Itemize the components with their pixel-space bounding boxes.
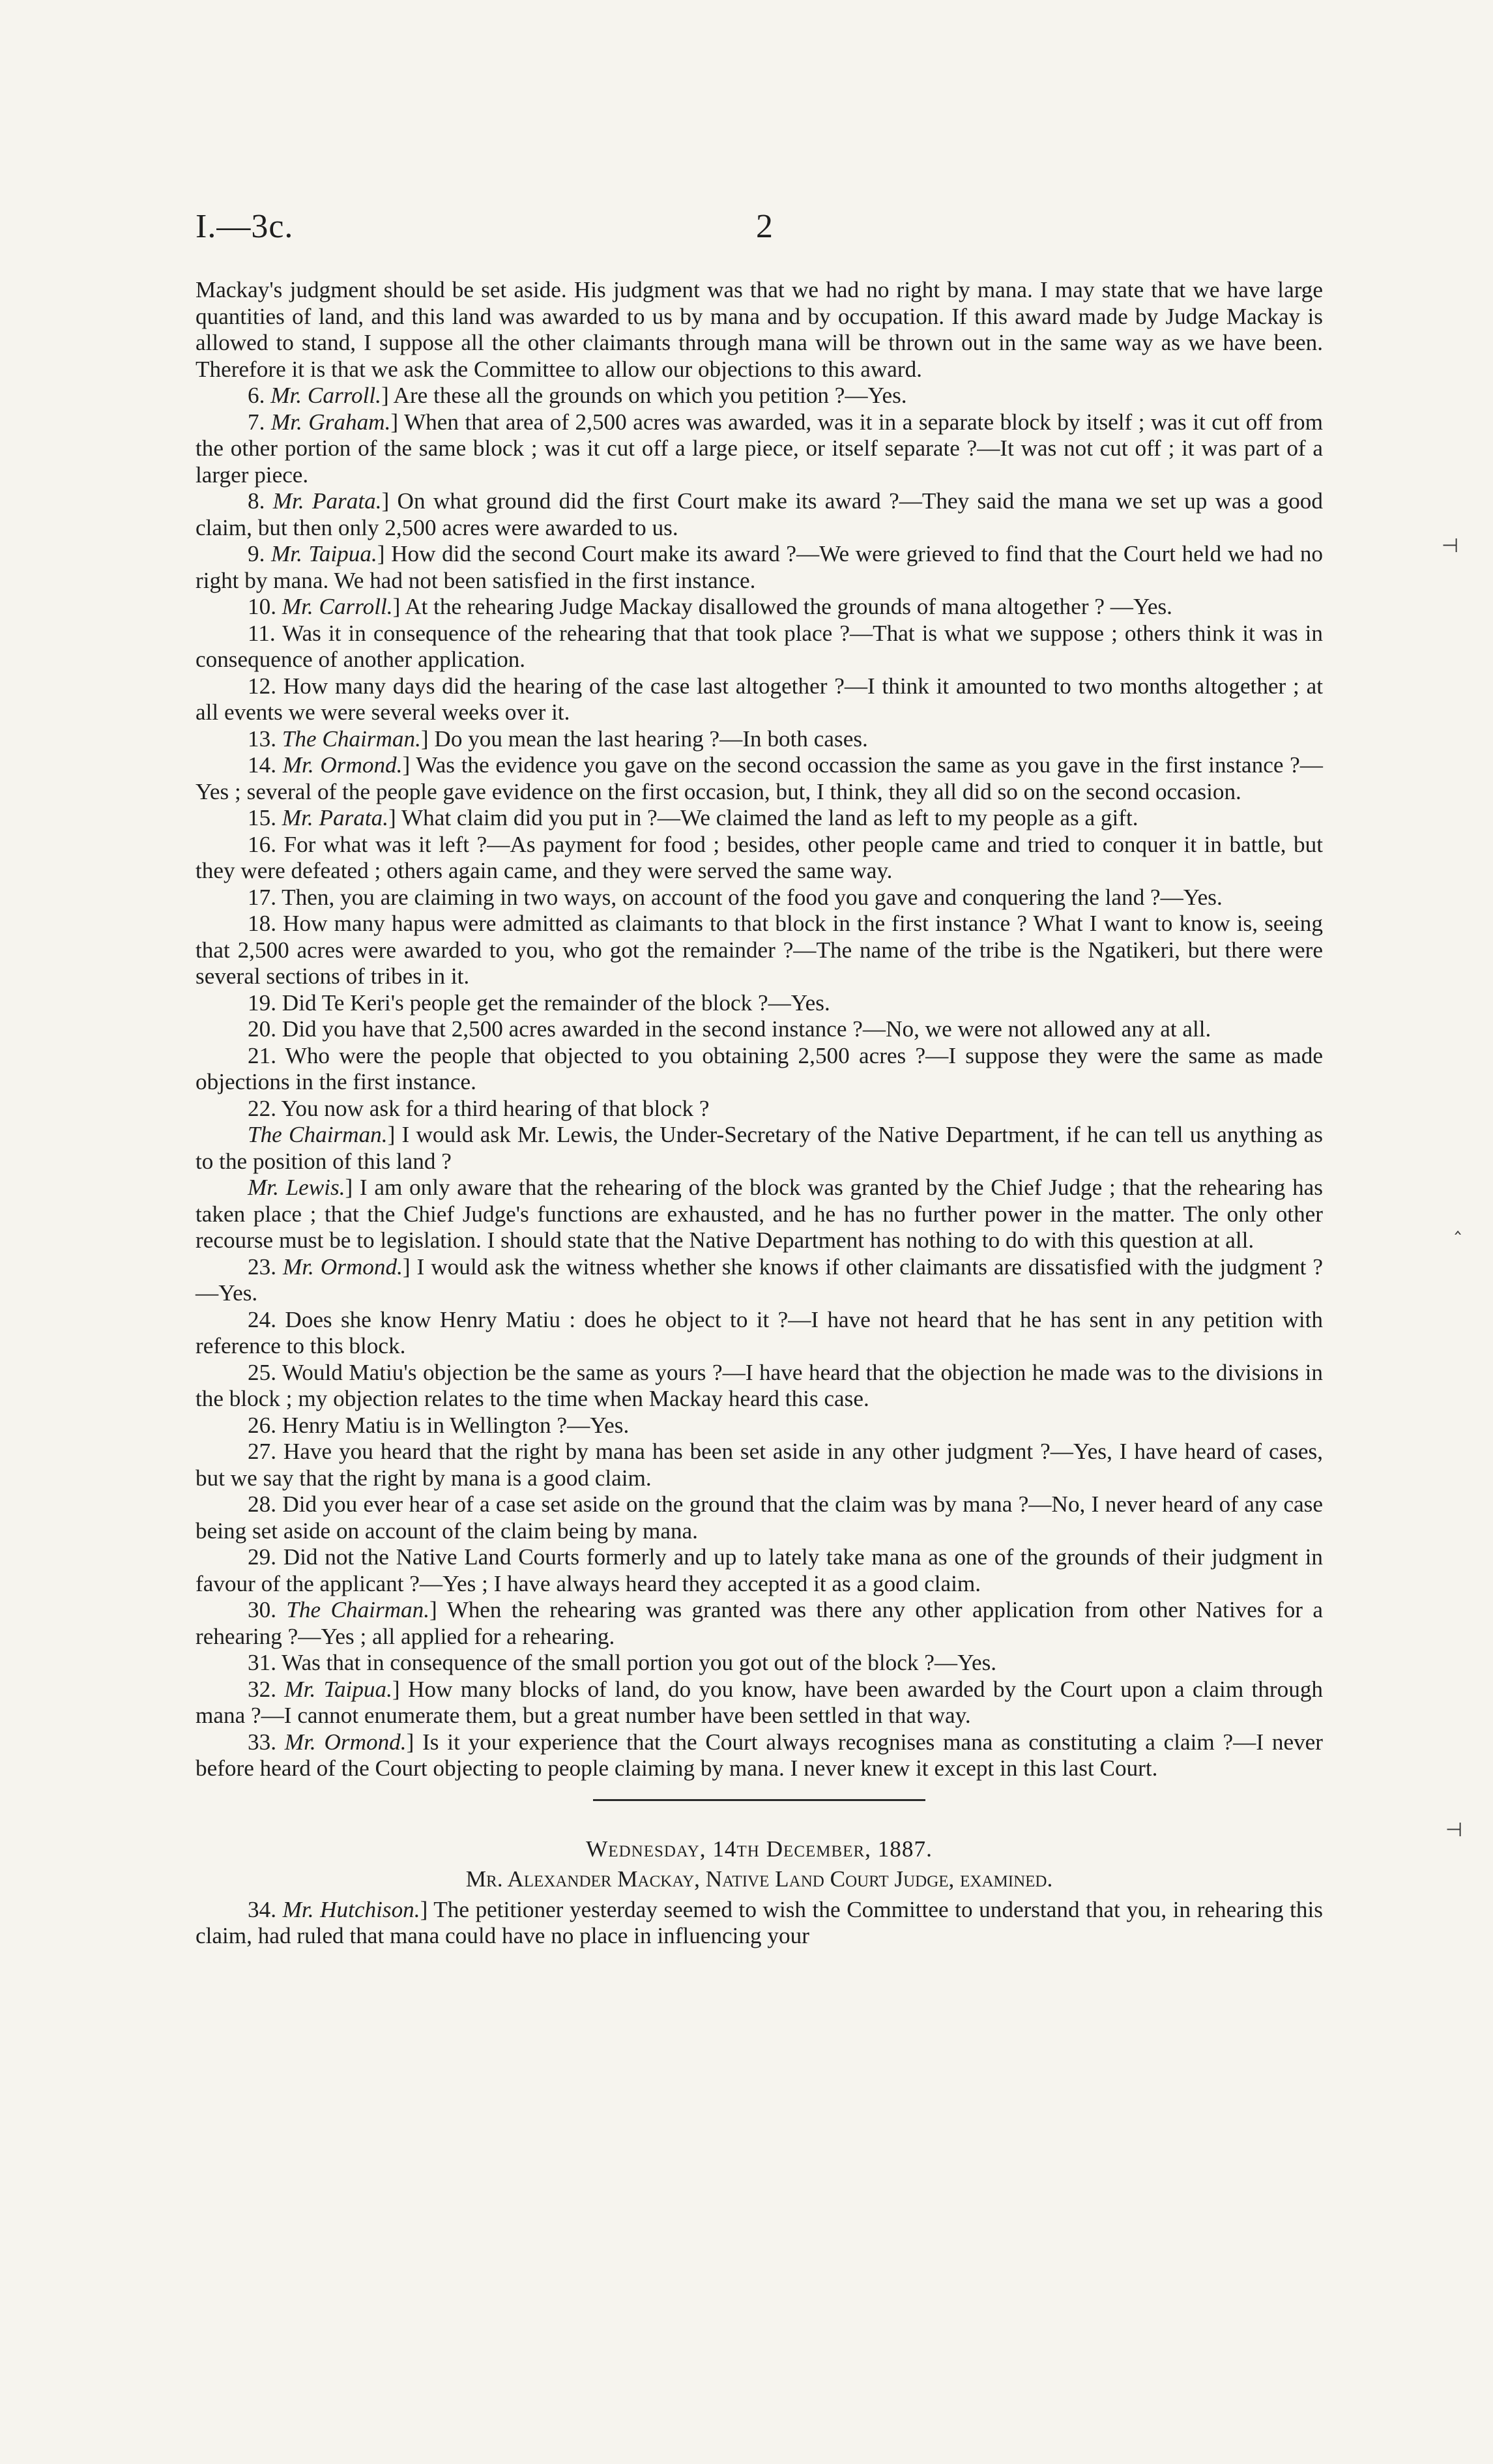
- paragraph-text: Did Te Keri's people get the remainder of the block ?—Yes.: [282, 990, 830, 1016]
- evidence-paragraph: [196, 409, 1323, 489]
- paragraph-text: ] What claim did you put in ?—We claimed the land as left to my people as a gift.: [388, 805, 1138, 830]
- paragraph-number: 17.: [248, 884, 282, 910]
- speaker-name: Mr. Taipua.: [284, 1676, 392, 1702]
- paragraph-number: 22.: [248, 1095, 282, 1121]
- evidence-paragraph: [196, 885, 1323, 911]
- paragraph-number: 20.: [248, 1016, 282, 1042]
- paragraph-text: Did not the Native Land Courts formerly and up to lately take mana as one of the grounds of their judgment in favour of the applicant ?—Yes ; I have always heard they accepted it as a good claim.: [196, 1544, 1323, 1596]
- paragraph-text: ] Are these all the grounds on which you petition ?—Yes.: [381, 383, 907, 408]
- paragraph-text: ] On what ground did the first Court make its award ?—They said the mana we set up was a good claim, but then only 2,500 acres were awarded to us.: [196, 488, 1323, 540]
- evidence-paragraph: [196, 488, 1323, 541]
- evidence-paragraph: [196, 1491, 1323, 1544]
- evidence-paragraph: [196, 1597, 1323, 1650]
- paragraph-text: ] I am only aware that the rehearing of the block was granted by the Chief Judge ; that the rehearing has taken place ; that the Chief Judge's functions are exhausted, and he has no further power in the matter. The only other recourse must be to legislation. I should state that the Native Department has nothing to do with this question at all.: [196, 1175, 1323, 1253]
- paragraph-number: 9.: [248, 541, 271, 566]
- paragraph-number: 25.: [248, 1359, 282, 1385]
- paragraph-text: Would Matiu's objection be the same as yours ?—I have heard that the objection he made was to the divisions in the block ; my objection relates to the time when Mackay heard this case.: [196, 1359, 1323, 1411]
- speaker-name: Mr. Lewis.: [248, 1175, 345, 1200]
- evidence-paragraph: [196, 1307, 1323, 1360]
- paragraph-text: How many hapus were admitted as claimants to that block in the first instance ? What I want to know is, seeing that 2,500 acres were awarded to you, who got the remainder ?—The name of the tribe is the Ngatikeri, but there were several sections of tribes in it.: [196, 911, 1323, 989]
- evidence-paragraph: [196, 805, 1323, 832]
- evidence-paragraph: [196, 1729, 1323, 1782]
- evidence-paragraph: [196, 1254, 1323, 1307]
- paragraph-number: 33.: [248, 1729, 285, 1755]
- speaker-name: The Chairman.: [282, 726, 421, 752]
- paragraph-number: 13.: [248, 726, 282, 752]
- paragraph-text: ] The petitioner yesterday seemed to wish the Committee to understand that you, in rehearing this claim, had ruled that mana could have no place in influencing your: [196, 1896, 1323, 1948]
- evidence-paragraph: [196, 832, 1323, 885]
- paragraph-number: 23.: [248, 1254, 283, 1280]
- session-date: Wednesday, 14th December, 1887.: [586, 1836, 933, 1862]
- evidence-paragraph: [196, 990, 1323, 1017]
- evidence-paragraph: [196, 1043, 1323, 1096]
- paragraph-text: ] Is it your experience that the Court always recognises mana as constituting a claim ?—I never before heard of the Court objecting to people claiming by mana. I never knew it except in this last Court.: [196, 1729, 1324, 1781]
- evidence-paragraph: [196, 911, 1323, 990]
- paragraph-text: Have you heard that the right by mana has been set aside in any other judgment ?—Yes, I have heard of cases, but we say that the right by mana is a good claim.: [196, 1439, 1323, 1491]
- page-number: 2: [756, 208, 773, 245]
- evidence-paragraph: [196, 726, 1323, 753]
- speaker-name: Mr. Ormond.: [284, 1729, 407, 1755]
- evidence-paragraphs: [196, 277, 1323, 1782]
- paragraph-text: ] I would ask the witness whether she knows if other claimants are dissatisfied with the judgment ?—Yes.: [196, 1254, 1323, 1306]
- speaker-name: The Chairman.: [286, 1597, 430, 1622]
- margin-scan-mark: ‸: [1455, 1212, 1462, 1235]
- evidence-paragraph: [196, 673, 1323, 726]
- speaker-name: Mr. Carroll.: [282, 594, 393, 619]
- paragraph-number: 32.: [248, 1676, 285, 1702]
- evidence-paragraph: [196, 1439, 1323, 1491]
- paragraph-text: Did you have that 2,500 acres awarded in the second instance ?—No, we were not allowed any at all.: [282, 1016, 1211, 1042]
- margin-scan-mark: ⊣: [1445, 1819, 1463, 1841]
- paragraph-text: ] How many blocks of land, do you know, have been awarded by the Court upon a claim through mana ?—I cannot enumerate them, but a great number have been settled in that way.: [196, 1676, 1324, 1728]
- speaker-name: Mr. Ormond.: [282, 752, 403, 778]
- paragraph-number: 18.: [248, 911, 283, 936]
- document-reference: I.—3c.: [196, 208, 294, 245]
- paragraph-text: ] How did the second Court make its award ?—We were grieved to find that the Court held we had no right by mana. We had not been satisfied in the first instance.: [196, 541, 1324, 593]
- paragraph-number: 11.: [248, 620, 283, 646]
- paragraph-text: ] When the rehearing was granted was there any other application from other Natives for a rehearing ?—Yes ; all applied for a rehearing.: [196, 1597, 1324, 1649]
- margin-scan-mark: ⊣: [1442, 535, 1459, 557]
- evidence-paragraph: [196, 621, 1323, 673]
- evidence-paragraph: [196, 1413, 1323, 1439]
- evidence-paragraph: [196, 1122, 1323, 1175]
- paragraph-text: Was it in consequence of the rehearing that that took place ?—That is what we suppose ; others think it was in consequence of another application.: [196, 620, 1324, 672]
- paragraph-number: 19.: [248, 990, 282, 1016]
- paragraph-number: 24.: [248, 1306, 285, 1332]
- witness-heading: Mr. Alexander Mackay, Native Land Court Judge, examined.: [465, 1866, 1053, 1892]
- speaker-name: Mr. Ormond.: [282, 1254, 403, 1280]
- speaker-name: Mr. Taipua.: [270, 541, 377, 566]
- evidence-paragraph: [196, 594, 1323, 621]
- paragraph-number: 14.: [248, 752, 283, 778]
- evidence-paragraph: [196, 277, 1323, 383]
- paragraph-number: 29.: [248, 1544, 283, 1570]
- speaker-name: Mr. Carroll.: [270, 383, 381, 408]
- paragraph-text: ] At the rehearing Judge Mackay disallowed the grounds of mana altogether ? —Yes.: [392, 594, 1172, 619]
- evidence-paragraph: [196, 1650, 1323, 1677]
- document-body: [196, 277, 1323, 1950]
- evidence-paragraph: [196, 1544, 1323, 1597]
- paragraph-number: 27.: [248, 1439, 283, 1464]
- paragraph-text: Did you ever hear of a case set aside on the ground that the claim was by mana ?—No, I never heard of any case being set aside on account of the claim being by mana.: [196, 1491, 1323, 1544]
- paragraph-number: 21.: [248, 1042, 285, 1068]
- paragraph-number: 15.: [248, 805, 282, 830]
- paragraph-number: 12.: [248, 673, 283, 699]
- paragraph-text: ] Was the evidence you gave on the second occassion the same as you gave in the first instance ?—Yes ; several of the people gave evidence on the first occasion, but, I think, they all did so on the second occasion.: [196, 752, 1323, 804]
- paragraph-number: 8.: [248, 488, 273, 514]
- paragraph-text: Who were the people that objected to you obtaining 2,500 acres ?—I suppose they were the same as made objections in the first instance.: [196, 1042, 1323, 1094]
- paragraph-text: ] When that area of 2,500 acres was awarded, was it in a separate block by itself ; was it cut off from the other portion of the same block ; was it cut off a large piece, or itself separate ?—It was not cut off ; it was part of a larger piece.: [196, 409, 1324, 488]
- paragraph-text: Henry Matiu is in Wellington ?—Yes.: [282, 1412, 630, 1438]
- closing-paragraph: [196, 1897, 1323, 1950]
- paragraph-number: 31.: [248, 1650, 282, 1675]
- paragraph-number: 7.: [248, 409, 271, 435]
- paragraph-text: ] Do you mean the last hearing ?—In both cases.: [420, 726, 868, 752]
- speaker-name: Mr. Graham.: [270, 409, 391, 435]
- speaker-name: Mr. Hutchison.: [282, 1896, 420, 1922]
- evidence-paragraph: [196, 383, 1323, 409]
- paragraph-text: Does she know Henry Matiu : does he object to it ?—I have not heard that he has sent in any petition with reference to this block.: [196, 1306, 1324, 1358]
- speaker-name: Mr. Parata.: [272, 488, 382, 514]
- paragraph-number: 16.: [248, 831, 284, 857]
- evidence-paragraph: [196, 1677, 1323, 1729]
- section-divider: [593, 1799, 925, 1801]
- paragraph-text: Was that in consequence of the small portion you got out of the block ?—Yes.: [282, 1650, 997, 1675]
- paragraph-text: Mackay's judgment should be set aside. His judgment was that we had no right by mana. I may state that we have large quantities of land, and this land was awarded to us by mana and by occupation. If this award made by Judge Mackay is allowed to stand, I suppose all the other claimants through mana will be thrown out in the same way as we have been. Therefore it is that we ask the Committee to allow our objections to this award.: [196, 277, 1323, 382]
- paragraph-text: ] I would ask Mr. Lewis, the Under-Secretary of the Native Department, if he can tell us anything as to the position of this land ?: [196, 1122, 1323, 1174]
- page-header: [196, 207, 1323, 259]
- paragraph-number: 26.: [248, 1412, 282, 1438]
- paragraph-text: For what was it left ?—As payment for food ; besides, other people came and tried to conquer it in battle, but they were defeated ; others again came, and they were served the same way.: [196, 831, 1323, 883]
- paragraph-text: Then, you are claiming in two ways, on account of the food you gave and conquering the land ?—Yes.: [282, 884, 1223, 910]
- evidence-paragraph: [196, 541, 1323, 594]
- evidence-paragraph: [196, 1096, 1323, 1122]
- paragraph-number: 10.: [248, 594, 282, 619]
- paragraph-number: 28.: [248, 1491, 283, 1517]
- evidence-paragraph: [196, 752, 1323, 805]
- evidence-paragraph: [196, 1175, 1323, 1254]
- paragraph-text: How many days did the hearing of the case last altogether ?—I think it amounted to two months altogether ; at all events we were several weeks over it.: [196, 673, 1323, 725]
- speaker-name: Mr. Parata.: [282, 805, 389, 830]
- paragraph-text: You now ask for a third hearing of that block ?: [281, 1095, 710, 1121]
- evidence-paragraph: [196, 1360, 1323, 1413]
- paragraph-number: 34.: [248, 1896, 283, 1922]
- paragraph-number: 6.: [248, 383, 271, 408]
- paragraph-number: 30.: [248, 1597, 287, 1622]
- speaker-name: The Chairman.: [248, 1122, 388, 1147]
- evidence-paragraph: [196, 1016, 1323, 1043]
